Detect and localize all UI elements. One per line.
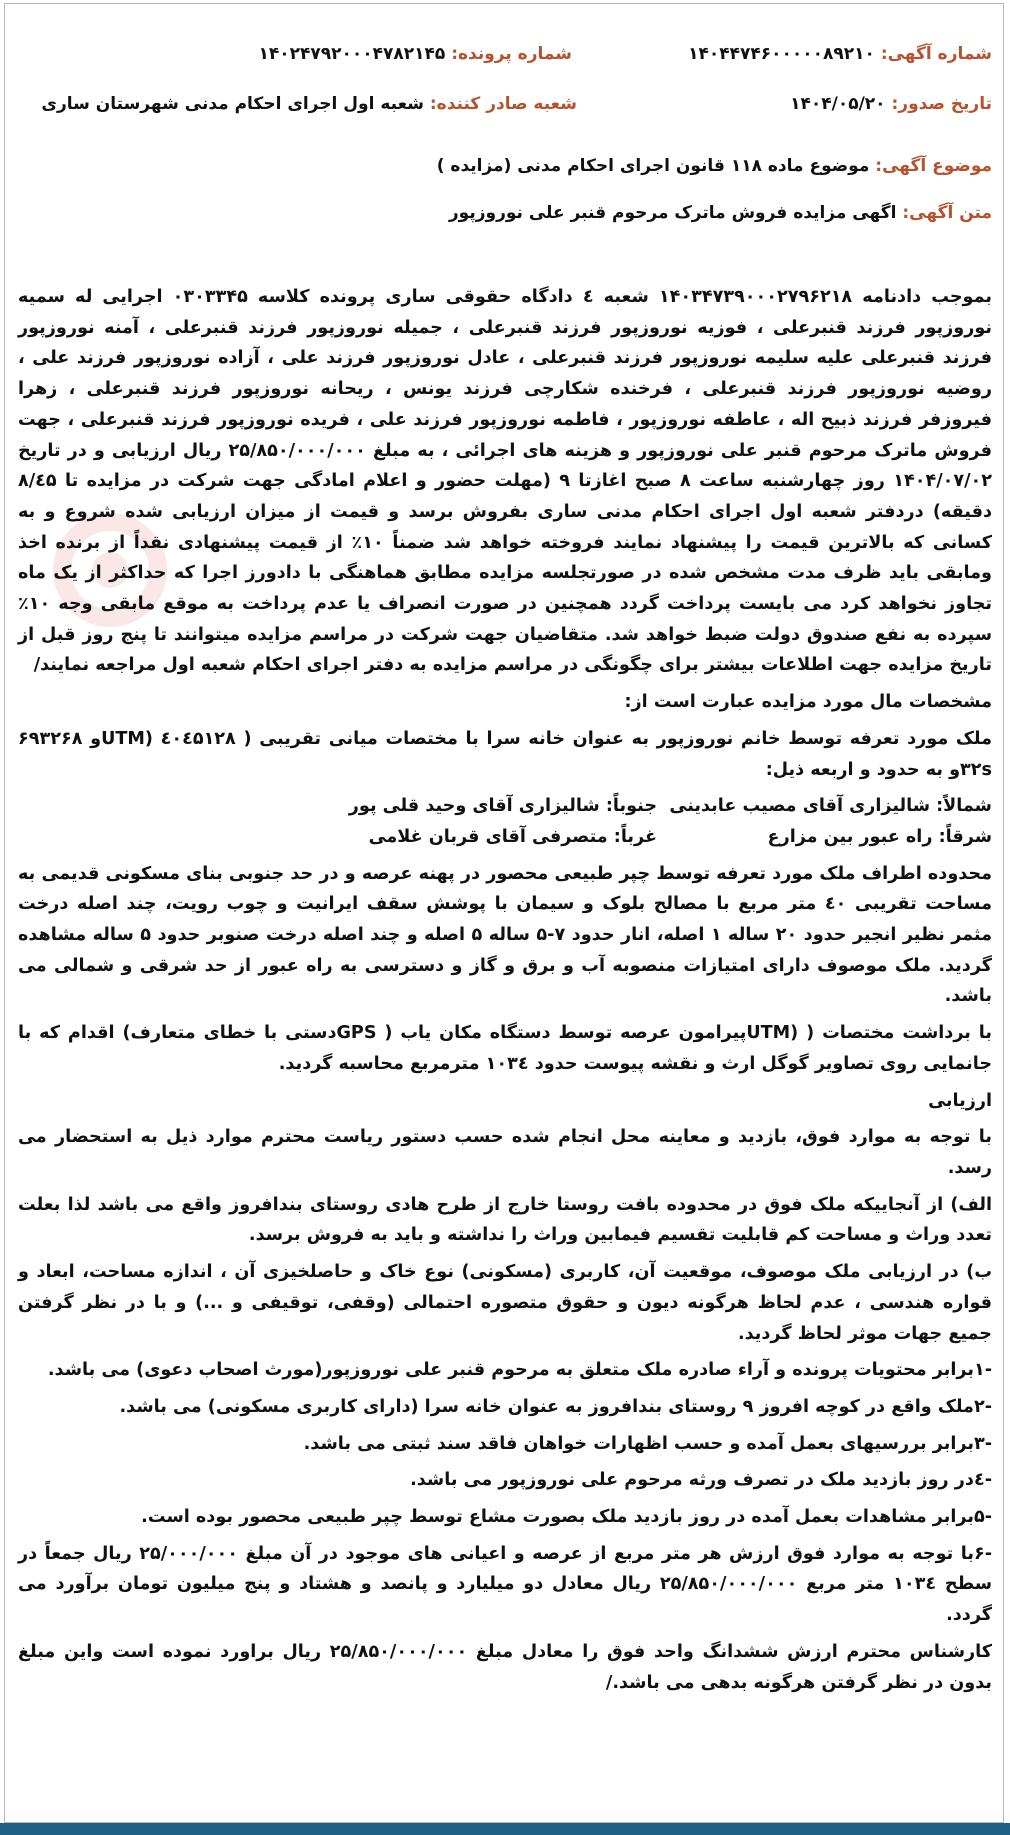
ad-text-value: اگهی مزایده فروش ماترک مرحوم قنبر علی نوروزپور (448, 203, 897, 223)
issuing-branch-label: شعبه صادر کننده: (429, 94, 577, 114)
evaluation-item-2: -۲ملک واقع در کوچه افروز ۹ روستای بندافروز به عنوان خانه سرا (دارای کاربری مسکونی) می باشد. (119, 1396, 992, 1417)
boundary-west: غرباً: متصرفی آقای قربان غلامی (368, 826, 657, 847)
case-number (258, 44, 572, 64)
evaluation-item-6: -۶با توجه به موارد فوق ارزش هر متر مربع از عرصه و اعیانی های موجود در آن مبلغ ۲۵/۰۰۰/۰۰۰ ریال جمعاً در سطح ۱۰۳٤ متر مربع ۲۵/۸۵۰/۰۰۰/۰۰۰ ریال معادل دو میلیارد و پانصد و هشتاد و پنج میلیون تومان برآورد می گردد. (18, 1543, 993, 1626)
evaluation-item-1: -۱برابر محتویات پرونده و آراء صادره ملک متعلق به مرحوم قنبر علی نوروزپور(مورث اصحاب دعوی) می باشد. (47, 1360, 992, 1381)
gps-description: با برداشت مختصات ( (UTMپیرامون عرصه توسط دستگاه مکان یاب ( GPSدستی با خطای متعارف) اقدام که با جانمایی روی تصاویر گوگل ارث و نقشه پیوست حدود ۱۰۳٤ مترمربع محاسبه گردید. (18, 1023, 992, 1074)
ad-subject-label: موضوع آگهی: (875, 156, 992, 176)
issue-date (790, 94, 992, 114)
ad-number-value: ۱۴۰۴۴۷۴۶۰۰۰۰۰۸۹۲۱۰ (688, 44, 875, 64)
ad-body (18, 282, 992, 1704)
issuing-branch-value: شعبه اول اجرای احکام مدنی شهرستان ساری (41, 94, 424, 114)
ad-subject-value: موضوع ماده ۱۱۸ قانون اجرای احکام مدنی (مزایده ) (436, 156, 870, 176)
case-number-label: شماره پرونده: (451, 44, 572, 64)
evaluation-item-4: -٤در روز بازدید ملک در تصرف ورثه مرحوم علی نوروزپور می باشد. (410, 1470, 992, 1491)
issue-date-value: ۱۴۰۴/۰۵/۲۰ (790, 94, 886, 114)
area-description: محدوده اطراف ملک مورد تعرفه توسط چپر طبیعی محصور در پهنه عرصه و در حد جنوبی بنای مسکونی قدیمی به مساحت تقریبی ٤۰ متر مربع با مصالح بلوک و سیمان با پوشش سقف ایرانیت و چوب رویت، چند اصله درخت مثمر نظیر انجیر حدود ۲۰ ساله ۱ اصله، انار حدود ۷-۵ ساله ۵ اصله و چند اصله درخت صنوبر حدود ۵ ساله مشاهده گردید. ملک موصوف دارای امتیازات منصوبه آب و برق و گاز و دسترسی به راه عبور از حد شرقی و شمالی می باشد. (18, 863, 993, 1007)
evaluation-item-5: -۵برابر مشاهدات بعمل آمده در روز بازدید ملک بصورت مشاع توسط چپر طبیعی محصور بوده است. (141, 1507, 992, 1528)
boundary-north: شمالاً: شالیزاری آقای مصیب عابدینی (669, 796, 992, 817)
evaluation-intro: با توجه به موارد فوق، بازدید و معاینه محل انجام شده حسب دستور ریاست محترم موارد ذیل به استحضار می رسد. (18, 1127, 992, 1178)
intro-paragraph: بموجب دادنامه ۱۴۰۳۴۷۳۹۰۰۰۲۷۹۶۲۱۸ شعبه ٤ دادگاه حقوقی ساری پرونده کلاسه ۰۳۰۳۳۴۵ اجرایی له سمیه نوروزپور فرزند قنبرعلی ، فوزیه نوروزپور فرزند قنبرعلی ، جمیله نوروزپور فرزند قنبرعلی ، آمنه نوروزپور فرزند قنبرعلی علیه سلیمه نوروزپور فرزند قنبرعلی ، عادل نوروزپور فرزند علی ، آزاده نوروزپور فرزند علی ، روضیه نوروزپور فرزند قنبرعلی ، فرخنده شکارچی فرزند یونس ، ریحانه نوروزپور فرزند قنبرعلی ، زهرا فیروزفر فرزند ذبیح اله ، عاطفه نوروزپور ، فاطمه نوروزپور فرزند علی ، فریده نوروزپور فرزند قنبرعلی ، جهت فروش ماترک مرحوم قنبر علی نوروزپور و هزینه های اجرائی ، به مبلغ ۲۵/۸۵۰/۰۰۰/۰۰۰ ریال ارزیابی و در تاریخ ۱۴۰۴/۰۷/۰۲ روز چهارشنبه ساعت ۸ صبح اغازتا ۹ (مهلت حضور و اعلام امادگی جهت شرکت در مزایده تا ۸/٤۵ دقیقه) دردفتر شعبه اول اجرای احکام مدنی ساری بفروش برسد و قیمت از میزان ارزیابی شده شروع و به کسانی که بالاترین قیمت را پیشنهاد نمایند فروخته خواهد شد ضمناً ۱۰٪ از قیمت پیشنهادی نقداً از برنده اخذ ومابقی باید ظرف مدت مشخص شده در صورتجلسه مزایده مطابق هماهنگی با دادورز اجرا که حداکثر از یک ماه تجاوز نخواهد کرد می بایست پرداخت گردد همچنین در صورت انصراف یا عدم پرداخت به موقع مابقی وجه ۱۰٪ سپرده به نفع صندوق دولت ضبط خواهد شد. متقاضیان جهت شرکت در مراسم مزایده میتوانند تا پنج روز قبل از تاریخ مزایده جهت اطلاعات بیشتر برای چگونگی در مراسم مزایده به دفتر اجرای احکام شعبه اول مراجعه نمایند/ (18, 287, 992, 676)
ad-subject (437, 156, 992, 176)
ad-text-label: متن آگهی: (902, 203, 992, 223)
evaluation-item-alef: الف) از آنجاییکه ملک فوق در محدوده بافت روستا خارج از طرح هادی روستای بندافروز واقع می باشد لذا بعلت تعدد وراث و مساحت کم قابلیت تقسیم فیمابین وراث را نداشته و باید به فروش برسد. (18, 1194, 992, 1246)
bottom-bar (0, 1823, 1010, 1835)
ad-number (688, 44, 992, 64)
boundary-east: شرقاً: راه عبور بین مزارع (767, 826, 992, 847)
issue-date-label: تاریخ صدور: (891, 94, 992, 114)
evaluation-item-be: ب) در ارزیابی ملک موصوف، موقعیت آن، کاربری (مسکونی) نوع خاک و حاصلخیزی آن ، اندازه مساحت، ابعاد و قواره هندسی ، عدم لحاظ هرگونه دیون و حقوق متصوره احتمالی (وقفی، توقیفی و ...) و با در نظر گرفتن جمیع جهات موثر لحاظ گردید. (18, 1262, 992, 1344)
conclusion-paragraph: کارشناس محترم ارزش ششدانگ واحد فوق را معادل مبلغ ۲۵/۸۵۰/۰۰۰/۰۰۰ ریال براورد نموده است واین مبلغ بدون در نظر گرفتن هرگونه بدهی می باشد./ (18, 1641, 992, 1693)
property-boundaries (18, 791, 992, 858)
specs-heading: مشخصات مال مورد مزایده عبارت است از: (624, 692, 992, 713)
evaluation-heading: ارزیابی (928, 1090, 992, 1111)
property-description: ملک مورد تعرفه توسط خانم نوروزپور به عنوان خانه سرا با مختصات میانی تقریبی ( ٤۰٤۵۱۲۸ (UTMو ۶۹۳۲۶۸ ۳۲s‌و به حدود و اربعه ذیل: (18, 728, 992, 780)
issuing-branch (41, 94, 577, 114)
boundary-south: جنوباً: شالیزاری آقای وحید قلی پور (348, 796, 657, 817)
evaluation-item-3: -۳برابر بررسیهای بعمل آمده و حسب اظهارات خواهان فاقد سند ثبتی می باشد. (303, 1433, 992, 1454)
case-number-value: ۱۴۰۲۴۷۹۲۰۰۰۴۷۸۲۱۴۵ (258, 44, 446, 64)
ad-number-label: شماره آگهی: (880, 44, 992, 64)
ad-text (449, 203, 992, 223)
